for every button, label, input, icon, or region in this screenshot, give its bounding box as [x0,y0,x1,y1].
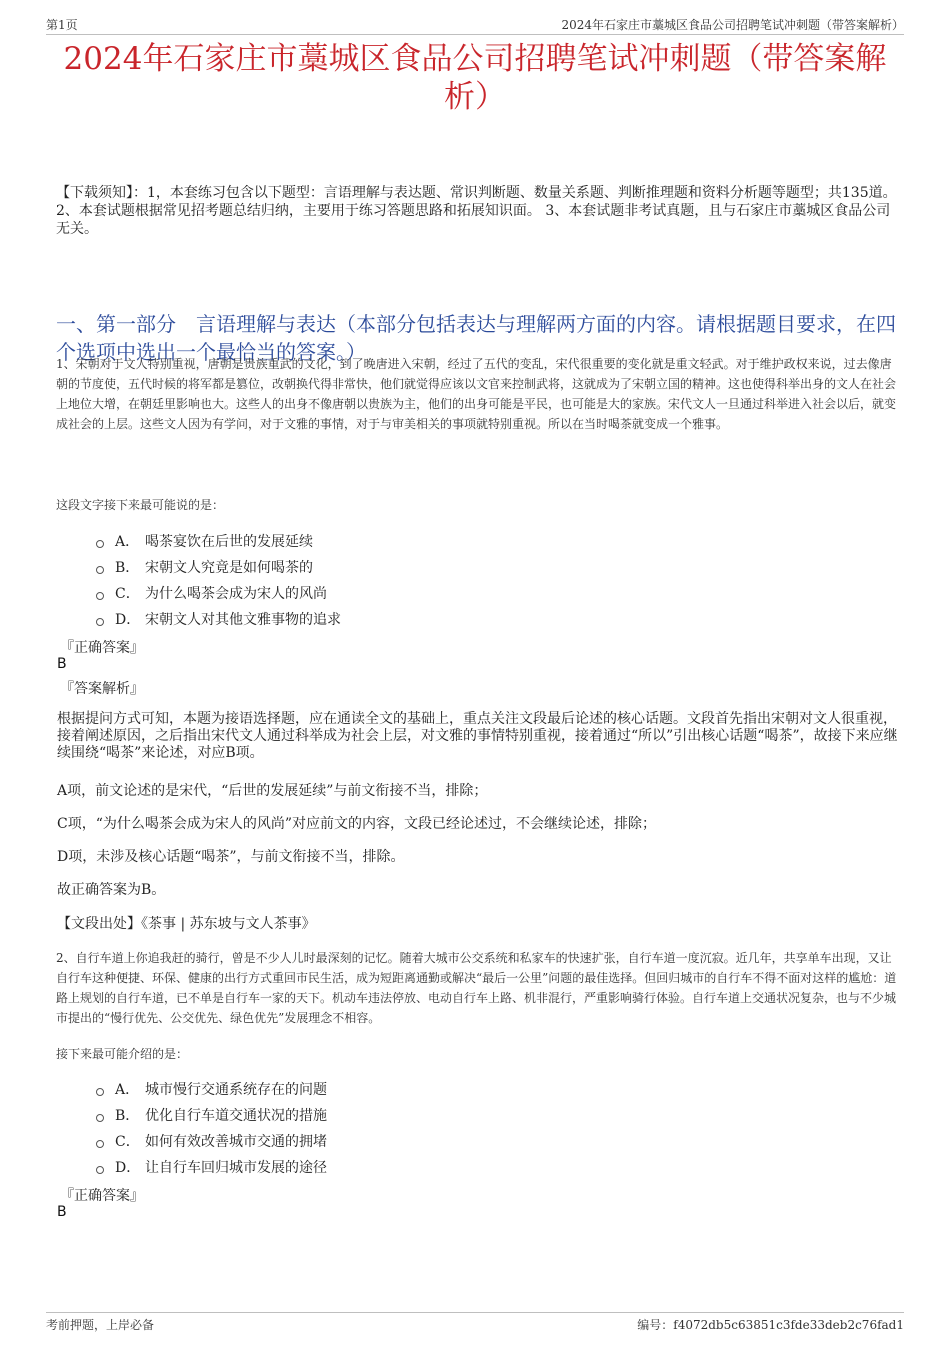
analysis-paragraph: C项，“为什么喝茶会成为宋人的风尚”对应前文的内容，文段已经论述过，不会继续论述，排除； [57,816,657,832]
page-title: 2024年石家庄市藁城区食品公司招聘笔试冲刺题（带答案解析） [63,41,887,115]
footer-slogan: 考前押题，上岸必备 [46,1318,155,1332]
question-2-options [96,1077,327,1181]
question-2-prompt: 接下来最可能介绍的是： [56,1047,189,1061]
radio-icon[interactable] [96,1114,104,1122]
header-doc-title: 2024年石家庄市藁城区食品公司招聘笔试冲刺题（带答案解析） [561,18,904,32]
option-a[interactable] [96,1077,327,1103]
option-text: 让自行车回归城市发展的途径 [145,1160,327,1176]
page-header [46,14,904,35]
option-a[interactable] [96,529,341,555]
page-number: 第1页 [46,18,78,32]
section-title: 一、第一部分 言语理解与表达（本部分包括表达与理解两方面的内容。请根据题目要求，在四个选项中选出一个最恰当的答案。） [56,312,896,364]
option-key: D． [115,612,141,628]
radio-icon[interactable] [96,1140,104,1148]
radio-icon[interactable] [96,1166,104,1174]
option-key: B． [115,560,140,576]
analysis-paragraph: 根据提问方式可知，本题为接语选择题，应在通读全文的基础上，重点关注文段最后论述的核心话题。文段首先指出宋朝对文人很重视，接着阐述原因，之后指出宋代文人通过科举成为社会上层，对文雅的事情特别重视，接着通过“所以”引出核心话题“喝茶”，故接下来应继续围绕“喝茶”来论述，对应B项。 [57,711,898,761]
source-citation: 【文段出处】《茶事 | 苏东坡与文人茶事》 [57,916,316,932]
option-text: 为什么喝茶会成为宋人的风尚 [145,586,327,602]
download-notice: 【下载须知】：1，本套练习包含以下题型：言语理解与表达题、常识判断题、数量关系题、判断推理题和资料分析题等题型；共135道。 2、本套试题根据常见招考题总结归纳，主要用于练习答题思路和拓展知识面。 3、本套试题非考试真题，且与石家庄市藁城区食品公司无关。 [56,185,897,237]
analysis-paragraph: D项，未涉及核心话题“喝茶”，与前文衔接不当，排除。 [57,849,405,865]
question-1-text: 1、宋朝对于文人特别重视，唐朝是贵族重武的文化，到了晚唐进入宋朝，经过了五代的变乱，宋代很重要的变化就是重文轻武。对于维护政权来说，过去像唐朝的节度使，五代时候的将军都是篡位，改朝换代得非常快，他们就觉得应该以文官来控制武将，这就成为了宋朝立国的精神。这也使得科举出身的文人在社会上地位大增，在朝廷里影响也大。这些人的出身不像唐朝以贵族为主，他们的出身可能是平民，也可能是大的家族。宋代文人一旦通过科举进入社会以后，就变成社会的上层。这些文人因为有学问，对于文雅的事情，对于与审美相关的事项就特别重视。所以在当时喝茶就变成一个雅事。 [56,357,897,431]
question-1-options [96,529,341,633]
option-text: 喝茶宴饮在后世的发展延续 [145,534,313,550]
answer-value: B [57,1204,67,1220]
answer-label: 『正确答案』 [60,640,144,656]
radio-icon[interactable] [96,566,104,574]
option-c[interactable] [96,1129,327,1155]
option-b[interactable] [96,1103,327,1129]
analysis-paragraph: 故正确答案为B。 [57,882,166,898]
option-c[interactable] [96,581,341,607]
option-key: B． [115,1108,140,1124]
radio-icon[interactable] [96,1088,104,1096]
option-key: D． [115,1160,141,1176]
option-text: 如何有效改善城市交通的拥堵 [145,1134,327,1150]
option-key: A． [115,534,140,550]
option-text: 宋朝文人对其他文雅事物的追求 [145,612,341,628]
option-key: A． [115,1082,140,1098]
question-1-prompt: 这段文字接下来最可能说的是： [56,498,225,512]
option-key: C． [115,586,140,602]
answer-label: 『正确答案』 [60,1188,144,1204]
footer-serial: 编号：f4072db5c63851c3fde33deb2c76fad1 [637,1318,904,1332]
option-b[interactable] [96,555,341,581]
answer-value: B [57,656,67,672]
option-text: 城市慢行交通系统存在的问题 [145,1082,327,1098]
option-d[interactable] [96,1155,327,1181]
option-text: 宋朝文人究竟是如何喝茶的 [145,560,313,576]
question-2-text: 2、自行车道上你追我赶的骑行，曾是不少人儿时最深刻的记忆。随着大城市公交系统和私家车的快速扩张，自行车道一度沉寂。近几年，共享单车出现，又让自行车这种便捷、环保、健康的出行方式重回市民生活，成为短距离通勤或解决“最后一公里”问题的最佳选择。但回归城市的自行车不得不面对这样的尴尬：道路上规划的自行车道，已不单是自行车一家的天下。机动车违法停放、电动自行车上路、机非混行，严重影响骑行体验。自行车道上交通状况复杂，也与不少城市提出的“慢行优先、公交优先、绿色优先”发展理念不相容。 [56,951,897,1025]
analysis-label: 『答案解析』 [60,681,144,697]
analysis-paragraph: A项，前文论述的是宋代，“后世的发展延续”与前文衔接不当，排除； [57,783,488,799]
page-footer [46,1312,904,1333]
radio-icon[interactable] [96,540,104,548]
option-text: 优化自行车道交通状况的措施 [145,1108,327,1124]
option-key: C． [115,1134,140,1150]
radio-icon[interactable] [96,592,104,600]
option-d[interactable] [96,607,341,633]
radio-icon[interactable] [96,618,104,626]
